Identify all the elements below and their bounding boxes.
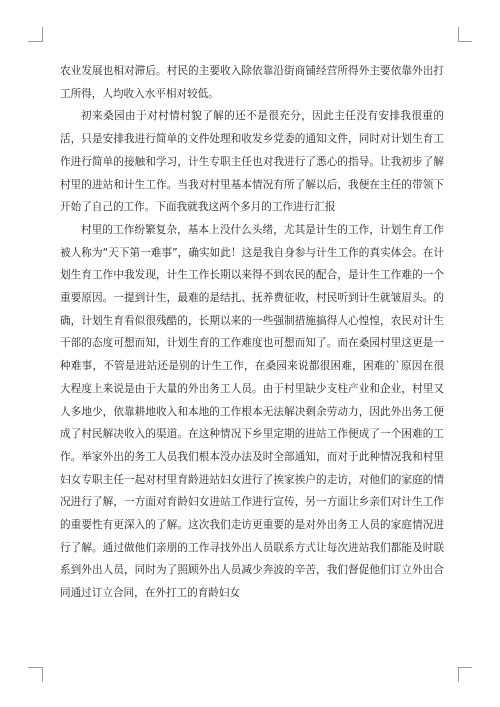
paragraph-continuation: 农业发展也相对滞后。村民的主要收入除依靠沿街商铺经营所得外主要依靠外出打工所得，人均收入水平相对较低。 <box>60 65 444 100</box>
crop-mark-bottom-left-v <box>42 667 43 682</box>
crop-mark-bottom-right-v <box>458 667 459 682</box>
paragraph-introduction: 初来桑园由于对村情村貌了解的还不是很充分，因此主任没有安排我很重的活，只是安排我进行简单的文件处理和收发乡党委的通知文件，同时对计划生育工作进行简单的接触和学习，计生专职主任也对我进行了悉心的指导。让我初步了解村里的进站和计生工作。当我对村里基本情况有所了解以后，我便在主任的带领下开始了自己的工作。下面我就我这两个多月的工作进行汇报 <box>60 110 444 214</box>
crop-mark-bottom-left-h <box>28 667 42 668</box>
crop-mark-top-left-h <box>28 41 42 42</box>
crop-mark-bottom-right-h <box>458 667 472 668</box>
crop-mark-top-left-v <box>42 27 43 42</box>
paragraph-family-planning-work: 村里的工作纷繁复杂，基本上没什么头绪，尤其是计生的工作，计划生育工作被人称为“天下第一难事”，确实如此！这是我自身参与计生工作的真实体会。在计划生育工作中我发现，计生工作长期以来得不到农民的配合，是计生工作难的一个重要原因。一提到计生，最难的是结扎、抚养费征收，村民听到计生就皱眉头。的确，计划生育看似很残酷的，长期以来的一些强制措施搞得人心惶惶，农民对计生干部的态度可想而知，计划生育的工作难度也可想而知了。而在桑园村里这更是一种难事，不管是进站还是别的计生工作，在桑园来说都很困难，困难的`原因在很大程度上来说是由于大量的外出务工人员。由于村里缺少支柱产业和企业，村里又人多地少，依靠耕地收入和本地的工作根本无法解决剩余劳动力，因此外出务工便成了村民解决收入的渠道。在这种情况下乡里定期的进站工作便成了一个困难的工作。举家外出的务工人员我们根本没办法及时全部通知，而对于此种情况我和村里妇女专职主任一起对村里育龄进站妇女进行了挨家挨户的走访，对他们的家庭的情况进行了解，一方面对育龄妇女进站工作进行宣传，另一方面让乡亲们对计生工作的重要性有更深入的了解。这次我们走访更重要的是对外出务工人员的家庭情况进行了解。通过做他们亲朋的工作寻找外出人员联系方式让每次进站我们都能及时联系到外出人员，同时为了照顾外出人员减少奔波的辛苦，我们督促他们订立外出合同通过订立合同，在外打工的育龄妇女 <box>60 223 444 600</box>
crop-mark-top-right-v <box>458 27 459 42</box>
crop-mark-top-right-h <box>458 41 472 42</box>
document-page <box>60 60 444 605</box>
